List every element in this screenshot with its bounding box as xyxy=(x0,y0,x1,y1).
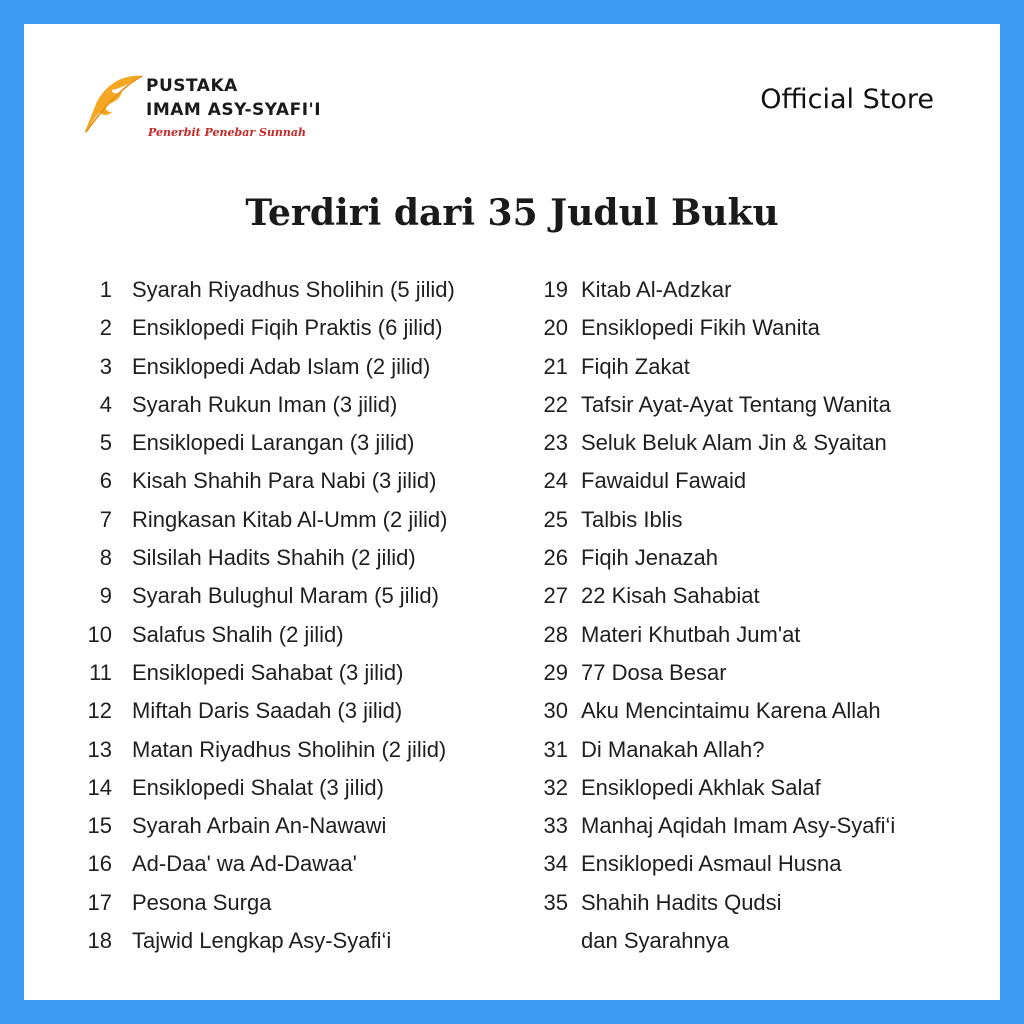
item-number: 35 xyxy=(543,889,568,915)
item-title: Tafsir Ayat-Ayat Tentang Wanita xyxy=(581,391,891,417)
list-item xyxy=(84,386,455,424)
item-number: 3 xyxy=(99,353,112,379)
item-number: 14 xyxy=(87,774,112,800)
list-item xyxy=(84,845,455,883)
item-number: 17 xyxy=(87,889,112,915)
list-item xyxy=(84,769,455,807)
item-number: 22 xyxy=(543,391,568,417)
list-item xyxy=(84,462,455,500)
item-title: Kitab Al-Adzkar xyxy=(581,277,732,302)
list-item xyxy=(534,539,895,577)
item-title: Tajwid Lengkap Asy-Syafi‘i xyxy=(132,928,392,954)
item-number: 7 xyxy=(99,506,112,532)
list-item xyxy=(84,807,455,845)
item-title: Aku Mencintaimu Karena Allah xyxy=(581,698,881,724)
item-number: 33 xyxy=(543,813,568,839)
item-title: Seluk Beluk Alam Jin & Syaitan xyxy=(581,430,887,456)
publisher-tagline: Penerbit Penebar Sunnah xyxy=(148,126,307,139)
item-title: Ensiklopedi Akhlak Salaf xyxy=(581,774,821,800)
item-title: Silsilah Hadits Shahih (2 jilid) xyxy=(132,545,416,571)
item-title: Syarah Riyadhus Sholihin (5 jilid) xyxy=(132,277,455,302)
item-number: 26 xyxy=(543,545,568,571)
item-title: Ensiklopedi Fiqih Praktis (6 jilid) xyxy=(132,315,443,341)
list-item-continuation xyxy=(534,922,895,960)
item-number: 6 xyxy=(99,468,112,494)
item-title: Fawaidul Fawaid xyxy=(581,468,747,494)
list-item xyxy=(534,424,895,462)
item-number: 21 xyxy=(543,353,568,379)
list-item xyxy=(534,271,895,309)
list-item xyxy=(534,616,895,654)
item-number: 11 xyxy=(89,659,112,685)
publisher-name-line2: IMAM ASY-SYAFI'I xyxy=(146,100,322,120)
list-item xyxy=(534,309,895,347)
item-title: Ensiklopedi Shalat (3 jilid) xyxy=(132,774,384,800)
item-title: Ad-Daa' wa Ad-Dawaa' xyxy=(132,851,357,877)
item-title: Ensiklopedi Adab Islam (2 jilid) xyxy=(132,353,431,379)
item-title: Ensiklopedi Larangan (3 jilid) xyxy=(132,430,415,456)
item-title: Ensiklopedi Sahabat (3 jilid) xyxy=(132,659,404,685)
item-number: 10 xyxy=(87,621,112,647)
page-title: Terdiri dari 35 Judul Buku xyxy=(245,192,779,234)
item-number: 1 xyxy=(99,277,112,302)
list-item xyxy=(84,539,455,577)
item-title: Kisah Shahih Para Nabi (3 jilid) xyxy=(132,468,437,494)
item-title-continuation: dan Syarahnya xyxy=(581,928,729,954)
item-title: Ringkasan Kitab Al-Umm (2 jilid) xyxy=(132,506,448,532)
item-title: Materi Khutbah Jum'at xyxy=(581,621,801,647)
list-item xyxy=(534,501,895,539)
item-number: 24 xyxy=(543,468,568,494)
item-number: 31 xyxy=(543,736,568,762)
list-item xyxy=(534,807,895,845)
list-item xyxy=(84,616,455,654)
list-item xyxy=(534,348,895,386)
item-title: Syarah Rukun Iman (3 jilid) xyxy=(132,391,398,417)
item-number: 20 xyxy=(543,315,568,341)
item-title: Syarah Arbain An-Nawawi xyxy=(132,813,387,839)
item-number: 32 xyxy=(543,774,568,800)
item-number: 2 xyxy=(99,315,112,341)
item-number: 29 xyxy=(543,659,568,685)
list-item xyxy=(84,577,455,615)
item-title: Fiqih Zakat xyxy=(581,353,690,379)
list-item xyxy=(84,309,455,347)
item-number: 12 xyxy=(87,698,112,724)
list-item xyxy=(84,271,455,309)
list-item xyxy=(534,845,895,883)
item-number: 30 xyxy=(543,698,568,724)
list-item xyxy=(84,922,455,960)
list-item xyxy=(534,731,895,769)
item-number: 15 xyxy=(87,813,112,839)
item-title: Pesona Surga xyxy=(132,889,272,915)
list-item xyxy=(534,462,895,500)
list-item xyxy=(534,769,895,807)
item-number: 23 xyxy=(543,430,568,456)
list-item xyxy=(84,884,455,922)
list-item xyxy=(534,577,895,615)
book-list-right xyxy=(534,271,895,960)
list-item xyxy=(534,884,895,922)
list-item xyxy=(534,654,895,692)
item-number: 4 xyxy=(99,391,112,417)
list-item xyxy=(84,348,455,386)
list-item xyxy=(534,692,895,730)
item-number: 16 xyxy=(87,851,112,877)
item-title: Ensiklopedi Fikih Wanita xyxy=(581,315,820,341)
list-item xyxy=(84,654,455,692)
item-title: Matan Riyadhus Sholihin (2 jilid) xyxy=(132,736,447,762)
poster-card xyxy=(24,24,1000,1000)
item-number: 5 xyxy=(99,430,112,456)
item-title: Di Manakah Allah? xyxy=(581,736,765,762)
item-number: 27 xyxy=(543,583,568,609)
item-title: Ensiklopedi Asmaul Husna xyxy=(581,851,842,877)
item-title: 22 Kisah Sahabiat xyxy=(581,583,760,609)
official-store-label: Official Store xyxy=(760,84,934,115)
item-number: 18 xyxy=(87,928,112,954)
list-item xyxy=(84,501,455,539)
item-title: Fiqih Jenazah xyxy=(581,545,718,571)
item-title: Shahih Hadits Qudsi xyxy=(581,889,782,915)
item-title: Syarah Bulughul Maram (5 jilid) xyxy=(132,583,439,609)
publisher-logo xyxy=(82,72,342,172)
item-number: 25 xyxy=(543,506,568,532)
item-number: 34 xyxy=(543,851,568,877)
book-list-left xyxy=(84,271,455,960)
item-number: 8 xyxy=(99,545,112,571)
item-title: 77 Dosa Besar xyxy=(581,659,727,685)
item-number: 9 xyxy=(99,583,112,609)
list-item xyxy=(534,386,895,424)
item-title: Miftah Daris Saadah (3 jilid) xyxy=(132,698,403,724)
item-title: Manhaj Aqidah Imam Asy-Syafi‘i xyxy=(581,813,896,839)
quill-icon xyxy=(82,72,144,136)
list-item xyxy=(84,424,455,462)
list-item xyxy=(84,731,455,769)
item-number: 28 xyxy=(543,621,568,647)
list-item xyxy=(84,692,455,730)
item-number: 13 xyxy=(87,736,112,762)
item-title: Talbis Iblis xyxy=(581,506,683,532)
item-title: Salafus Shalih (2 jilid) xyxy=(132,621,344,647)
publisher-name-line1: PUSTAKA xyxy=(146,76,238,96)
item-number: 19 xyxy=(543,277,568,302)
